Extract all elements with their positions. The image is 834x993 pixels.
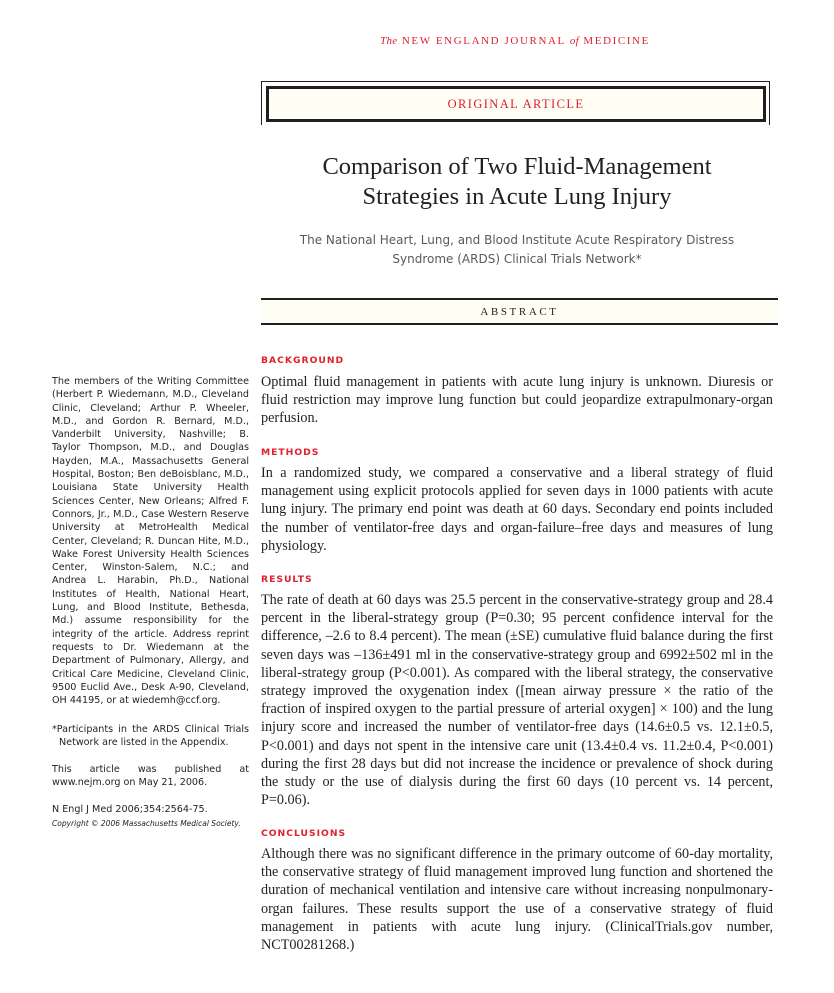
journal-prefix: The [380,35,398,47]
abstract-label: ABSTRACT [480,305,559,318]
methods-text: In a randomized study, we compared a conservative and a liberal strategy of fluid management using explicit protocols applied for seven days in 1000 patients with acute lung injury. The primary end point was death at 60 days. Secondary end points included the number of ventilator-free days and organ-failure–free days and measures of lung physiology. [261,465,773,554]
article-type-box [266,86,766,122]
citation: N Engl J Med 2006;354:2564-75. [52,804,208,815]
journal-name-part2: MEDICINE [583,35,650,47]
copyright-notice: Copyright © 2006 Massachusetts Medical Society. [52,819,241,828]
writing-committee-note: The members of the Writing Committee (Herbert P. Wiedemann, M.D., Cleveland Clinic, Cleveland; Arthur P. Wheeler, M.D., and Gordon R. Bernard, M.D., Vanderbilt University, Nashville; B. Taylor Thompson, M.D., and Douglas Hayden, M.A., Massachusetts General Hospital, Boston; Ben deBoisblanc, M.D., Louisiana State University Health Sciences Center, New Orleans; Alfred F. Connors, Jr., M.D., Case Western Reserve University at MetroHealth Medical Center, Cleveland; R. Duncan Hite, M.D., Wake Forest University Health Sciences Center, Winston-Salem, N.C.; and Andrea L. Harabin, Ph.D., National Institutes of Health, National Heart, Lung, and Blood Institute, Bethesda, Md.) assume responsibility for the integrity of the article. Address reprint requests to Dr. Wiedemann at the Department of Pulmonary, Allergy, and Critical Care Medicine, Cleveland Clinic, 9500 Euclid Ave., Desk A-90, Cleveland, OH 44195, or at wiedemh@ccf.org. [52,376,249,707]
conclusions-text: Although there was no significant difference in the primary outcome of 60-day mortality, the conservative strategy of fluid management improved lung function and shortened the duration of mechanical ventilation and intensive care without increasing nonpulmonary-organ failures. These results support the use of a conservative strategy of fluid management in patients with acute lung injury. (ClinicalTrials.gov number, NCT00281268.) [261,846,773,954]
results-text: The rate of death at 60 days was 25.5 percent in the conservative-strategy group and 28.4 percent in the liberal-strategy group (P=0.30; 95 percent confidence interval for the difference, –2.6 to 8.4 percent). The mean (±SE) cumulative fluid balance during the first seven days was –136±491 ml in the conservative-strategy group and 6992±502 ml in the liberal-strategy group (P<0.001). As compared with the liberal strategy, the conservative strategy improved the oxygenation index ([mean airway pressure × the ratio of the fraction of inspired oxygen to the partial pressure of arterial oxygen] × 100) and the lung injury score and increased the number of ventilator-free days (14.6±0.5 vs. 12.1±0.5, P<0.001) and days not spent in the intensive care unit (13.4±0.4 vs. 11.2±0.4, P<0.001) during the first 28 days but did not increase the incidence or prevalence of shock during the study or the use of dialysis during the first 60 days (10 percent vs. 14 percent, P=0.06). [261,592,773,809]
journal-of: of [569,35,579,47]
methods-heading: METHODS [261,447,320,458]
background-text: Optimal fluid management in patients with acute lung injury is unknown. Diuresis or fluid restriction may improve lung function but could jeopardize extrapulmonary-organ perfusion. [261,374,773,427]
results-heading: RESULTS [261,574,313,585]
journal-name-part1: NEW ENGLAND JOURNAL [401,35,566,47]
article-title [262,152,772,212]
article-authors [262,231,772,269]
background-heading: BACKGROUND [261,355,345,366]
authors-line1: The National Heart, Lung, and Blood Institute Acute Respiratory Distress [299,233,735,247]
conclusions-heading: CONCLUSIONS [261,828,347,839]
authors-line2: Syndrome (ARDS) Clinical Trials Network* [392,252,642,266]
published-online-note: This article was published at www.nejm.org on May 21, 2006. [52,764,249,789]
article-title-line2: Strategies in Acute Lung Injury [362,183,672,210]
participants-footnote: *Participants in the ARDS Clinical Trials Network are listed in the Appendix. [52,724,249,749]
abstract-band [261,298,778,325]
article-type-label: ORIGINAL ARTICLE [447,96,585,111]
article-title-line1: Comparison of Two Fluid-Management [322,153,712,180]
journal-masthead [260,35,770,47]
